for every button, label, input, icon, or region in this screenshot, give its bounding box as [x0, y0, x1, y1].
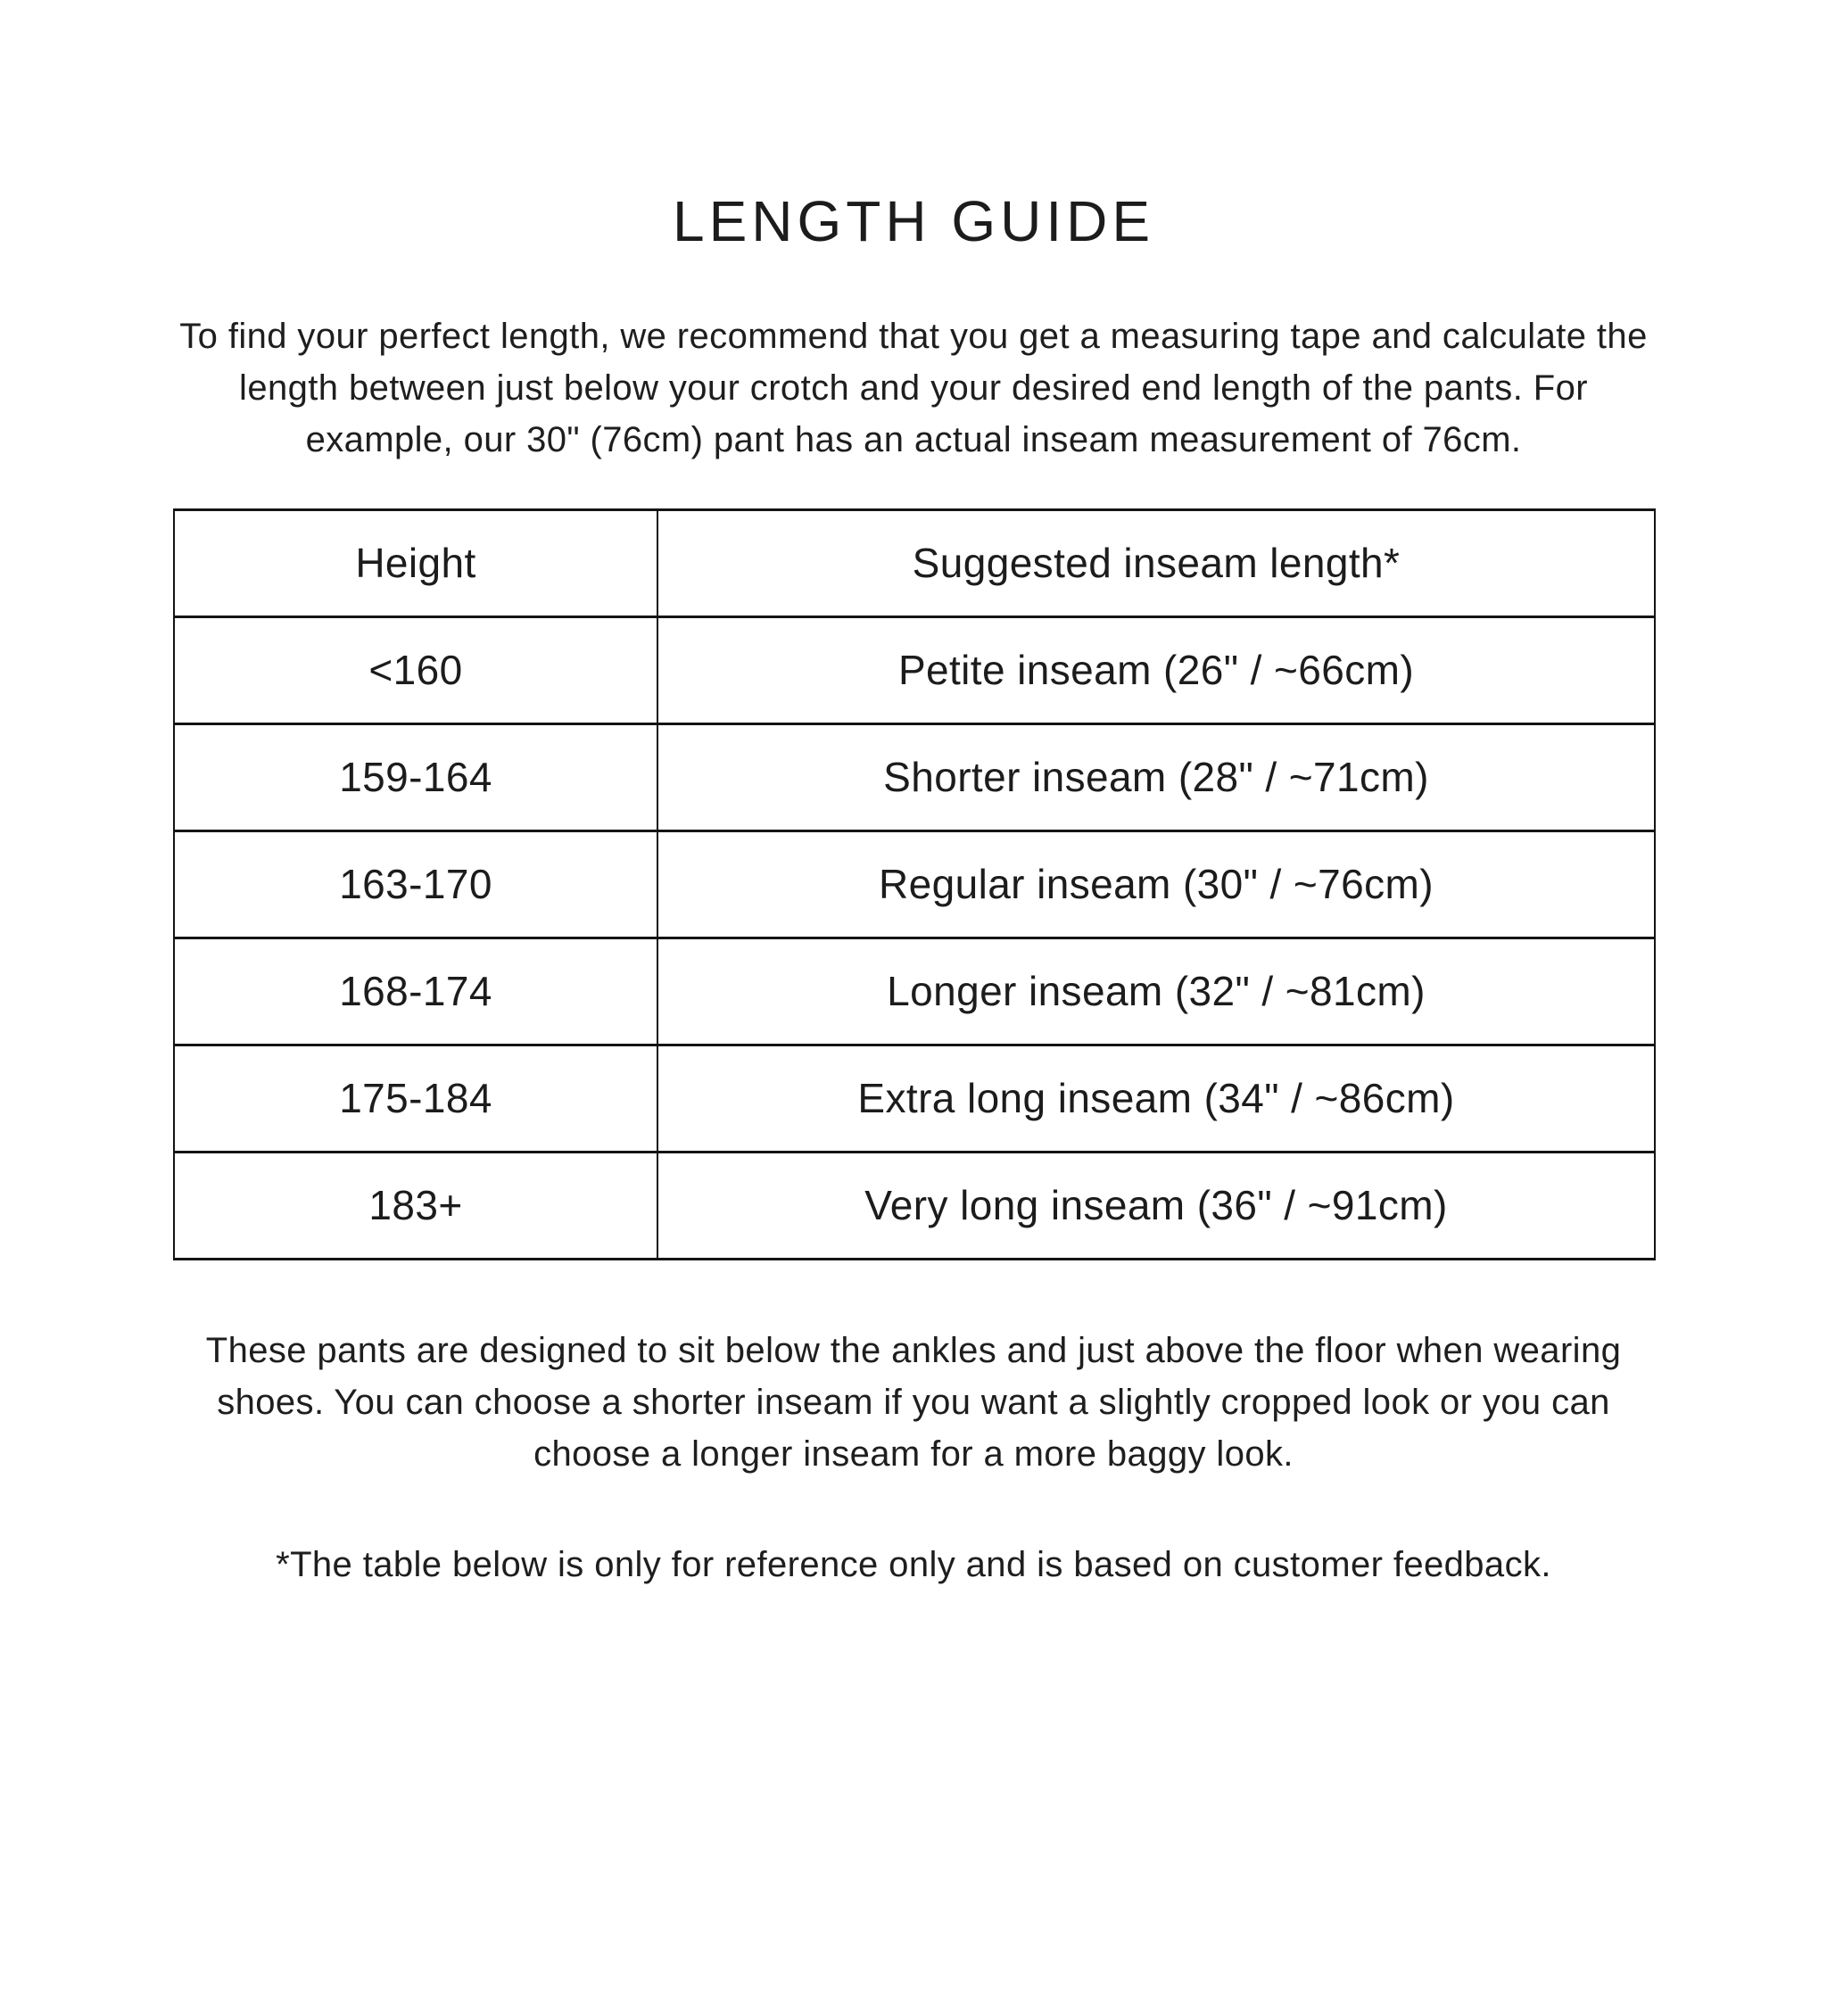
- table-row: [174, 938, 1655, 1045]
- inseam-cell: Extra long inseam (34" / ~86cm): [657, 1045, 1655, 1152]
- inseam-cell: Petite inseam (26" / ~66cm): [657, 616, 1655, 723]
- table-row: [174, 616, 1655, 723]
- inseam-cell: Longer inseam (32" / ~81cm): [657, 938, 1655, 1045]
- inseam-cell: Shorter inseam (28" / ~71cm): [657, 723, 1655, 830]
- table-header-inseam-length: Suggested inseam length*: [657, 509, 1655, 616]
- table-row: [174, 1152, 1655, 1259]
- page-title: LENGTH GUIDE: [672, 189, 1155, 253]
- length-guide-table: [173, 508, 1656, 1260]
- height-cell: 168-174: [174, 938, 657, 1045]
- height-cell: 163-170: [174, 830, 657, 938]
- height-cell: 159-164: [174, 723, 657, 830]
- table-header-height: Height: [174, 509, 657, 616]
- table-row: [174, 723, 1655, 830]
- inseam-cell: Very long inseam (36" / ~91cm): [657, 1152, 1655, 1259]
- height-cell: <160: [174, 616, 657, 723]
- table-row: [174, 830, 1655, 938]
- height-cell: 183+: [174, 1152, 657, 1259]
- inseam-cell: Regular inseam (30" / ~76cm): [657, 830, 1655, 938]
- height-cell: 175-184: [174, 1045, 657, 1152]
- fit-note-paragraph: These pants are designed to sit below the ankles and just above the floor when wearing shoes. You can choose a shorter inseam if you want a slightly cropped look or you can choose a longer inseam for a more baggy look.: [205, 1330, 1622, 1474]
- table-row: [174, 1045, 1655, 1152]
- table-header-row: [174, 509, 1655, 616]
- reference-footnote: *The table below is only for reference only and is based on customer feedback.: [276, 1544, 1551, 1584]
- intro-paragraph: To find your perfect length, we recommend that you get a measuring tape and calculate the length between just below your crotch and your desired end length of the pants. For example, our 30" (76cm) pant has an actual inseam measurement of 76cm.: [179, 316, 1648, 459]
- length-guide-page: [173, 189, 1654, 1590]
